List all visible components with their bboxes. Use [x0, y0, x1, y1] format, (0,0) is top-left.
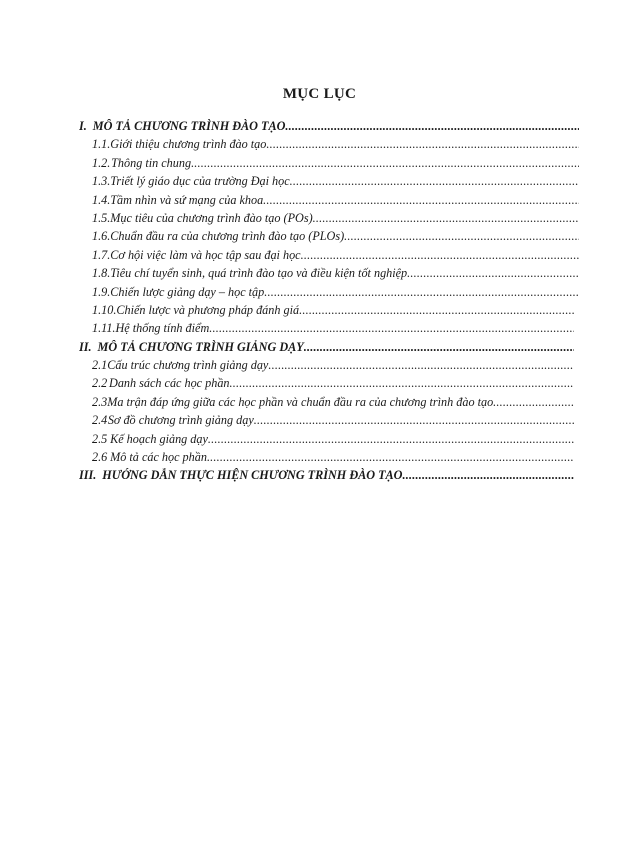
toc-item-number: 1.7. — [92, 247, 111, 262]
toc-item-number: 1.6. — [92, 229, 111, 244]
dot-leader — [263, 193, 579, 208]
toc-section-label: MÔ TẢ CHƯƠNG TRÌNH GIẢNG DẠY — [97, 339, 304, 354]
toc-section-label: MÔ TẢ CHƯƠNG TRÌNH ĐÀO TẠO — [92, 119, 286, 133]
toc-item-1-7[interactable] — [79, 248, 579, 266]
table-of-contents — [79, 119, 579, 487]
toc-section-3[interactable] — [79, 468, 574, 486]
toc-item-label: Sơ đồ chương trình giảng dạy — [107, 413, 254, 428]
dot-leader — [268, 358, 574, 373]
toc-item-label: Danh sách các học phần — [109, 376, 230, 391]
toc-item-1-6[interactable] — [79, 229, 579, 247]
toc-item-label: Cấu trúc chương trình giảng dạy — [107, 358, 269, 373]
toc-item-number: 1.3. — [92, 174, 111, 189]
dot-leader — [299, 303, 574, 318]
dot-leader — [209, 321, 574, 336]
toc-item-1-9[interactable] — [79, 285, 579, 303]
toc-item-label: Tầm nhìn và sứ mạng của khoa — [110, 192, 264, 207]
dot-leader — [301, 248, 579, 263]
toc-item-label: Chiến lược giảng dạy – học tập — [110, 284, 265, 299]
toc-item-number: 2.2 — [92, 376, 108, 391]
toc-item-label: Chiến lược và phương pháp đánh giá — [116, 302, 300, 317]
toc-item-1-1[interactable] — [79, 137, 579, 155]
dot-leader — [285, 119, 579, 134]
toc-section-number: II. — [79, 339, 92, 354]
dot-leader — [230, 376, 574, 391]
dot-leader — [191, 156, 579, 171]
toc-item-number: 1.1. — [92, 137, 111, 152]
toc-item-2-5[interactable] — [79, 432, 574, 450]
toc-item-number: 1.5. — [92, 210, 111, 225]
toc-item-label: Giới thiệu chương trình đào tạo — [110, 137, 267, 152]
toc-item-2-3[interactable] — [79, 395, 574, 413]
toc-item-1-2[interactable] — [79, 156, 579, 174]
toc-item-2-2[interactable] — [79, 376, 574, 394]
dot-leader — [264, 285, 579, 300]
dot-leader — [402, 468, 574, 483]
toc-item-label: Thông tin chung — [111, 155, 192, 170]
dot-leader — [344, 229, 579, 244]
toc-item-number: 2.3 — [92, 394, 108, 409]
toc-item-1-11[interactable] — [79, 321, 574, 339]
toc-section-label: HƯỚNG DẪN THỰC HIỆN CHƯƠNG TRÌNH ĐÀO TẠO — [102, 468, 403, 483]
toc-item-label: Tiêu chí tuyển sinh, quá trình đào tạo và điều kiện tốt nghiệp — [110, 266, 408, 281]
toc-item-1-3[interactable] — [79, 174, 579, 192]
toc-item-label: Kế hoạch giảng dạy — [110, 431, 208, 446]
toc-item-1-4[interactable] — [79, 193, 579, 211]
toc-item-label: Cơ hội việc làm và học tập sau đại học — [110, 247, 301, 262]
toc-item-1-10[interactable] — [79, 303, 574, 321]
toc-item-number: 1.11. — [92, 321, 116, 336]
dot-leader — [207, 450, 574, 465]
toc-item-number: 2.4 — [92, 413, 108, 428]
toc-item-label: Mục tiêu của chương trình đào tạo (POs) — [110, 210, 313, 225]
toc-section-2[interactable] — [79, 340, 574, 358]
dot-leader — [304, 340, 574, 355]
toc-item-label: Mô tả các học phần — [110, 450, 207, 465]
toc-item-label: Hệ thống tính điểm — [115, 321, 210, 336]
dot-leader — [254, 413, 574, 428]
toc-item-number: 1.10. — [92, 302, 117, 317]
dot-leader — [313, 211, 579, 226]
toc-item-1-8[interactable] — [79, 266, 579, 284]
toc-item-number: 2.1 — [92, 358, 108, 373]
page-title: MỤC LỤC — [282, 86, 357, 102]
toc-item-number: 2.5 — [92, 431, 108, 446]
toc-item-number: 1.4. — [92, 192, 111, 207]
toc-item-2-1[interactable] — [79, 358, 574, 376]
dot-leader — [290, 174, 579, 189]
toc-section-number: III. — [79, 468, 97, 483]
dot-leader — [208, 432, 574, 447]
toc-section-1[interactable] — [79, 119, 579, 137]
toc-item-label: Triết lý giáo dục của trường Đại học — [110, 174, 290, 189]
toc-item-2-6[interactable] — [79, 450, 574, 468]
toc-item-number: 1.9. — [92, 284, 111, 299]
toc-item-2-4[interactable] — [79, 413, 574, 431]
toc-item-label: Chuẩn đầu ra của chương trình đào tạo (PLOs) — [110, 229, 345, 244]
dot-leader — [266, 137, 579, 152]
toc-section-number: I. — [79, 119, 87, 133]
toc-item-number: 1.2. — [92, 155, 111, 170]
dot-leader — [493, 395, 574, 410]
toc-item-label: Ma trận đáp ứng giữa các học phần và chuẩn đầu ra của chương trình đào tạo — [107, 394, 494, 409]
dot-leader — [407, 266, 579, 281]
toc-item-1-5[interactable] — [79, 211, 579, 229]
toc-item-number: 1.8. — [92, 266, 111, 281]
toc-item-number: 2.6 — [92, 450, 108, 465]
